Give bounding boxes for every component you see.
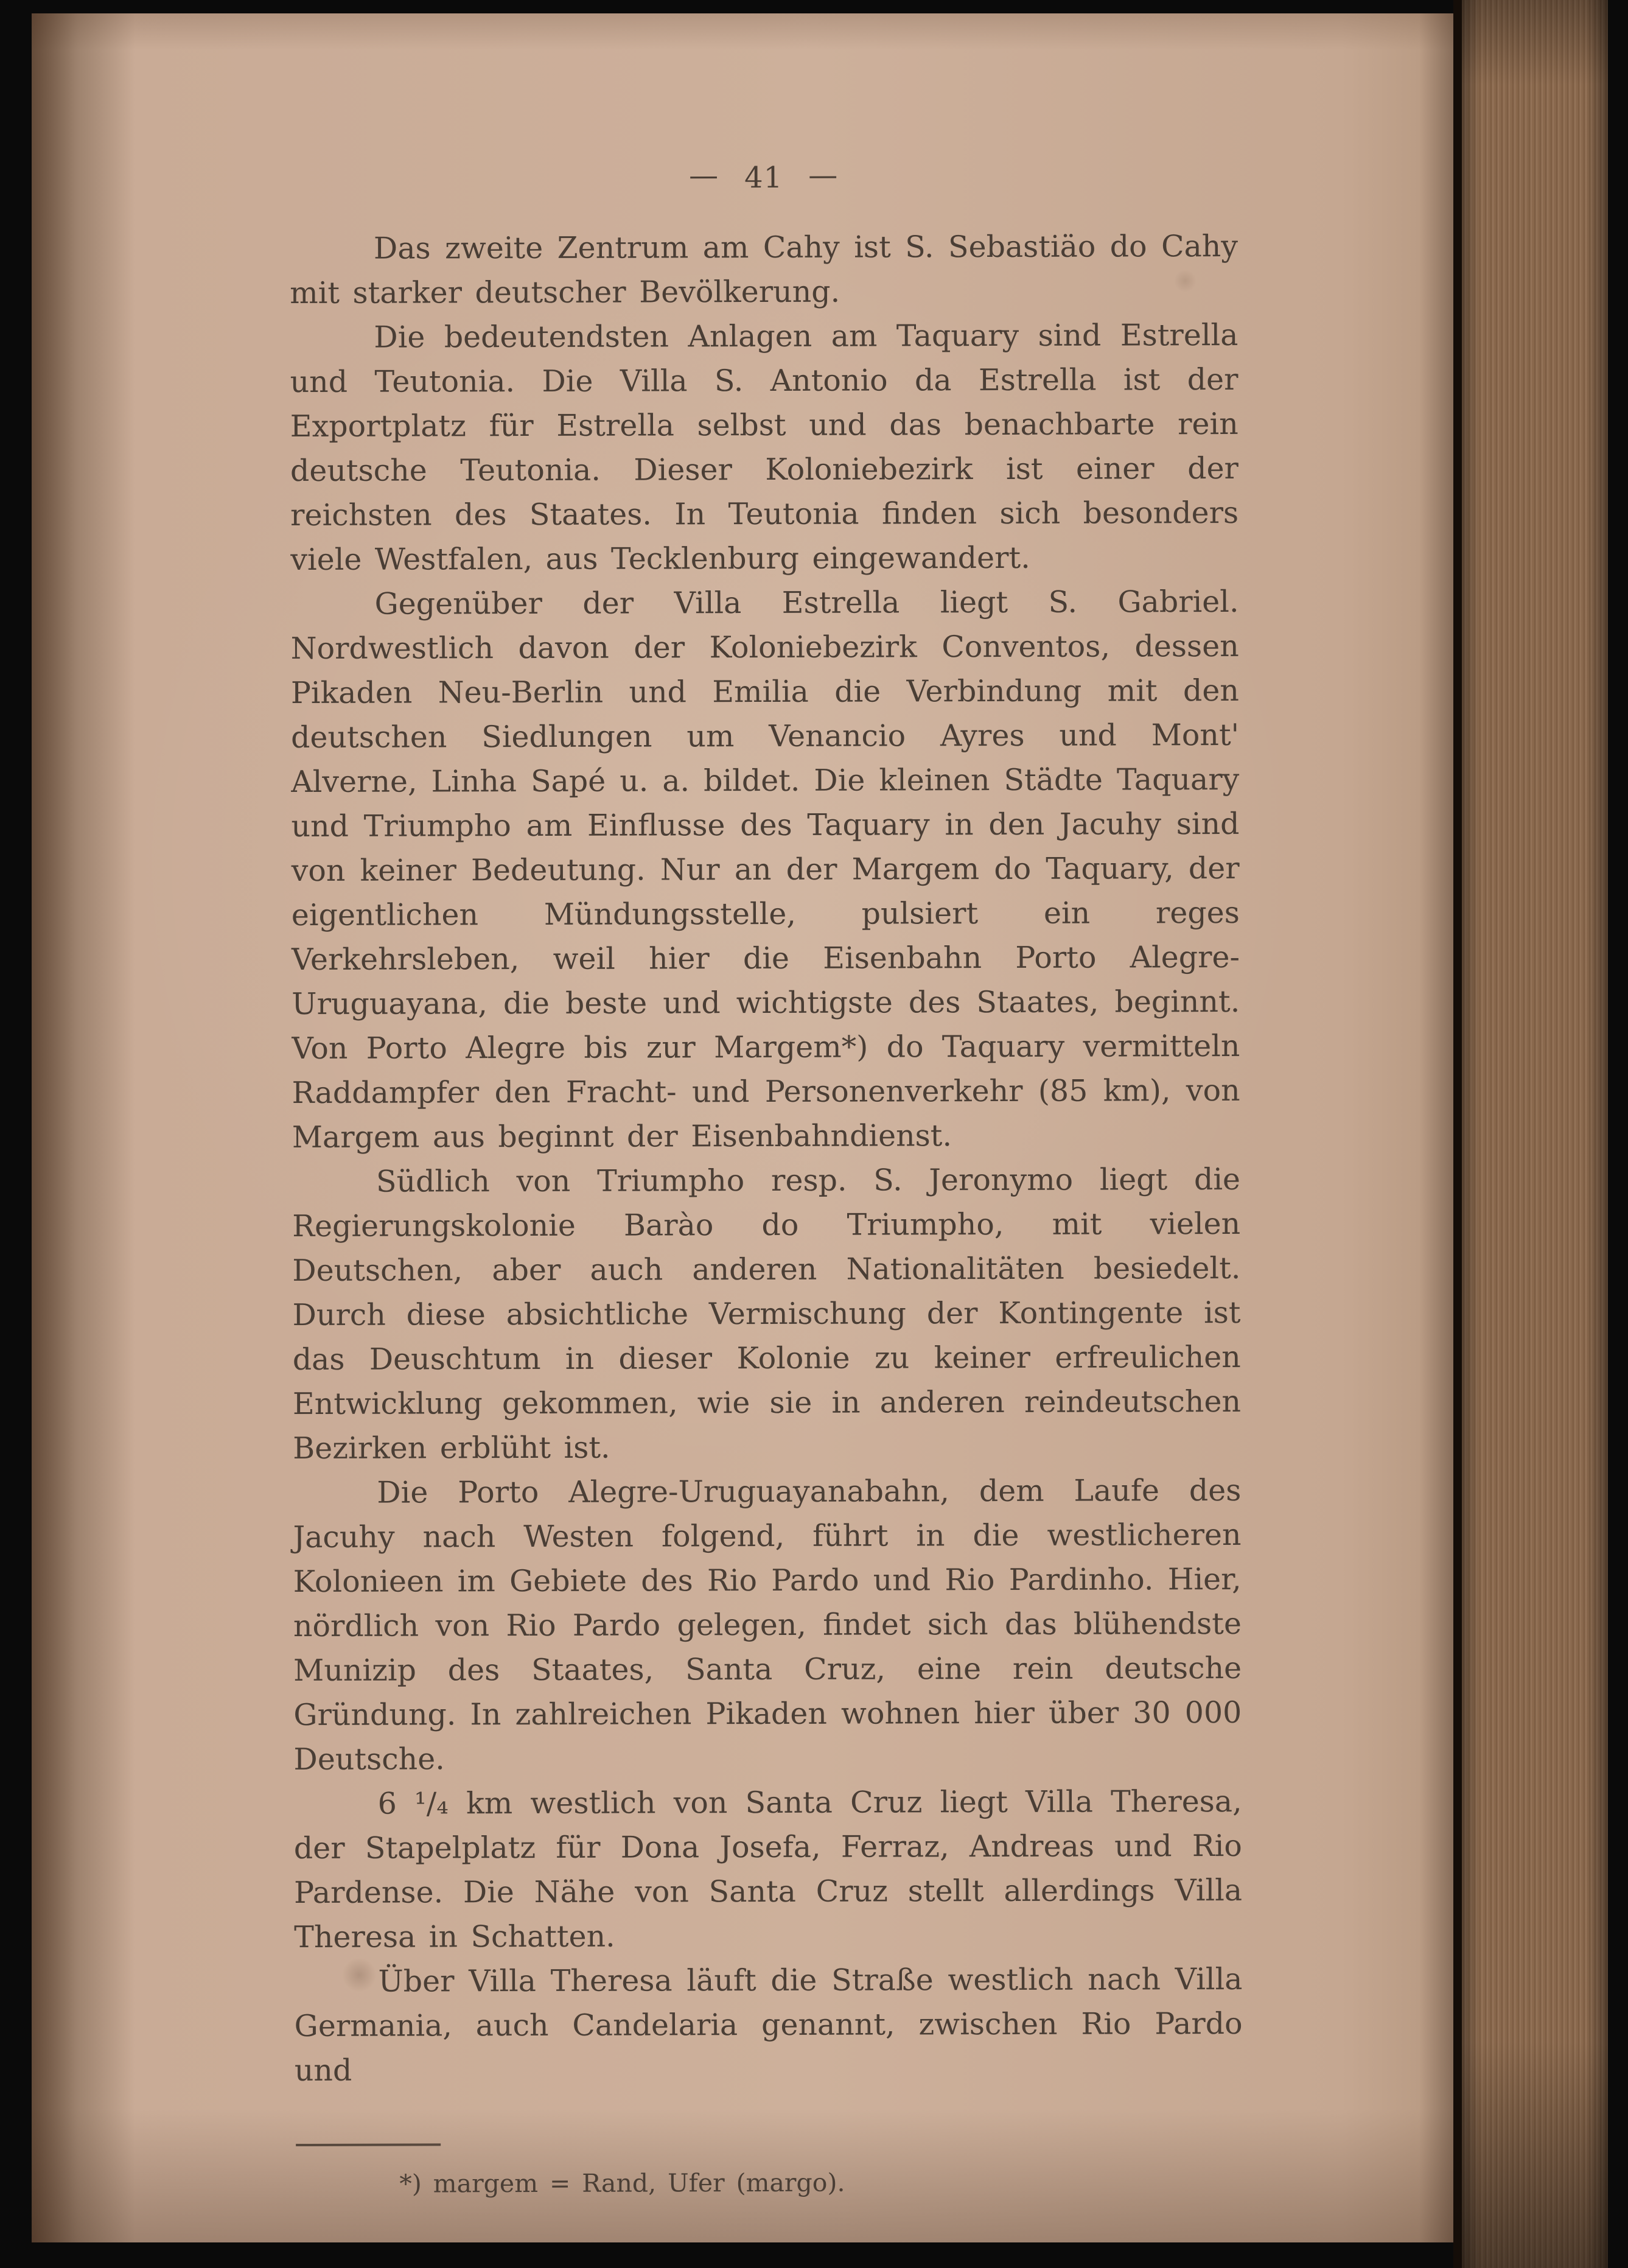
footnote-area: [295, 2141, 1243, 2201]
header-dash-right: —: [808, 158, 839, 192]
page-number: 41: [744, 160, 783, 195]
page-edge-gap: [1453, 0, 1462, 2268]
footnote-rule: [296, 2143, 441, 2146]
paragraph: Südlich von Triumpho resp. S. Jeronymo liegt die Regierungskolonie Barào do Triumpho, mit vielen Deutschen, aber auch anderen Nationalitäten besiedelt. Durch diese absichtliche Vermischung der Kontingente ist das Deuschtum in dieser Kolonie zu keiner erfreulichen Entwicklung gekommen, wie sie in anderen reindeutschen Bezirken erblüht ist.: [292, 1161, 1242, 1466]
paragraph: Das zweite Zentrum am Cahy ist S. Sebastiäo do Cahy mit starker deutscher Bevölkerung.: [290, 228, 1238, 311]
paragraph: 6 ¹/₄ km westlich von Santa Cruz liegt Villa Theresa, der Stapelplatz für Dona Josefa, Ferraz, Andreas und Rio Pardense. Die Nähe von Santa Cruz stellt allerdings Villa Theresa in Schatten.: [293, 1783, 1243, 1955]
paragraph: Über Villa Theresa läuft die Straße westlich nach Villa Germania, auch Candelaria genannt, zwischen Rio Pardo und: [294, 1961, 1243, 2088]
footnote: *) margem = Rand, Ufer (margo).: [399, 2168, 845, 2199]
paragraph: Gegenüber der Villa Estrella liegt S. Gabriel. Nordwestlich davon der Koloniebezirk Conventos, dessen Pikaden Neu-Berlin und Emilia die Verbindung mit den deutschen Siedlungen um Venancio Ayres und Mont' Alverne, Linha Sapé u. a. bildet. Die kleinen Städte Taquary und Triumpho am Einflusse des Taquary in den Jacuhy sind von keiner Bedeutung. Nur an der Margem do Taquary, der eigentlichen Mündungsstelle, pulsiert ein reges Verkehrsleben, weil hier die Eisenbahn Porto Alegre-Uruguayana, die beste und wichtigste des Staates, beginnt. Von Porto Alegre bis zur Margem*) do Taquary vermitteln Raddampfer den Fracht- und Personenverkehr (85 km), von Margem aus beginnt der Eisenbahndienst.: [290, 584, 1240, 1155]
book-fore-edge: [1462, 0, 1608, 2268]
page-text: [290, 158, 1243, 2201]
header-dash-left: —: [689, 158, 719, 193]
paragraph: Die bedeutendsten Anlagen am Taquary sind Estrella und Teutonia. Die Villa S. Antonio da Estrella ist der Exportplatz für Estrella selbst und das benachbarte rein deutsche Teutonia. Dieser Koloniebezirk ist einer der reichsten des Staates. In Teutonia finden sich besonders viele Westfalen, aus Tecklenburg eingewandert.: [290, 317, 1239, 578]
page-header: [290, 158, 1238, 197]
book-page: [32, 13, 1456, 2242]
paragraph: Die Porto Alegre-Uruguayanabahn, dem Laufe des Jacuhy nach Westen folgend, führt in die westlicheren Kolonieen im Gebiete des Rio Pardo und Rio Pardinho. Hier, nördlich von Rio Pardo gelegen, findet sich das blühendste Munizip des Staates, Santa Cruz, eine rein deutsche Gründung. In zahlreichen Pikaden wohnen hier über 30 000 Deutsche.: [293, 1472, 1242, 1777]
